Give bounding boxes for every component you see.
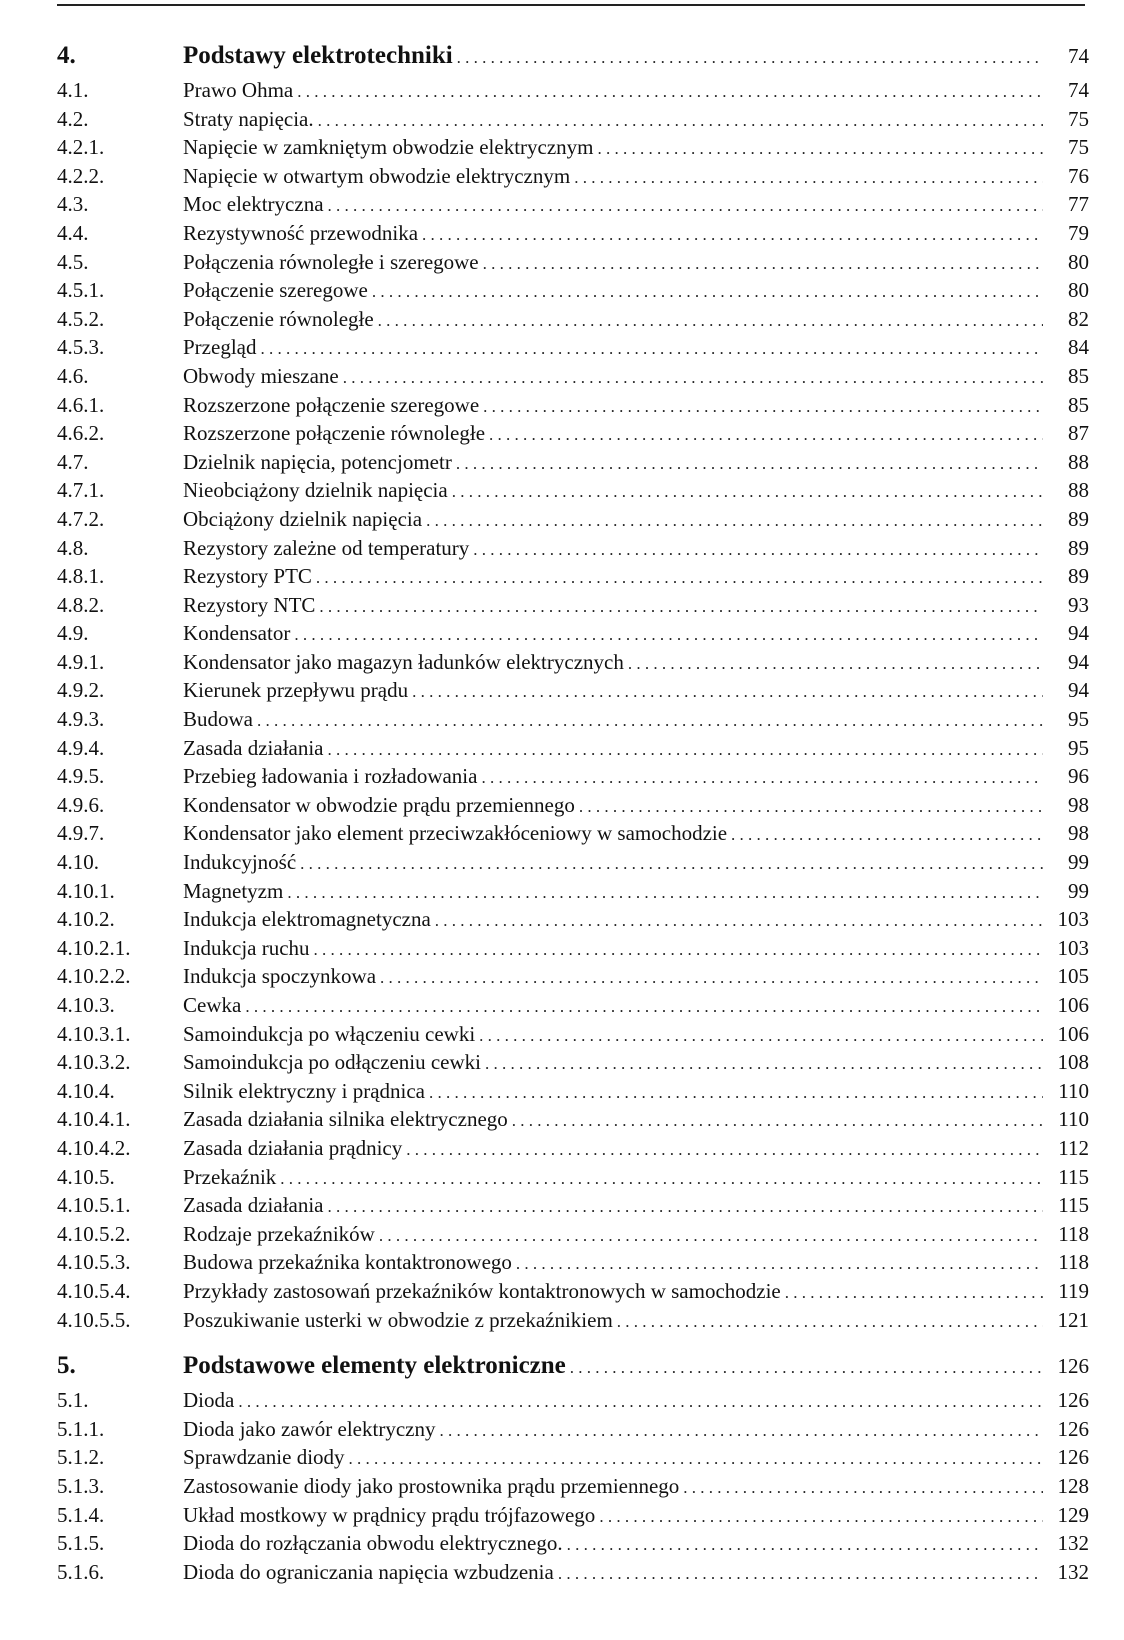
dot-leader xyxy=(372,278,1043,307)
dot-leader xyxy=(379,1222,1043,1251)
dot-leader xyxy=(328,736,1044,765)
dot-leader xyxy=(574,164,1043,193)
entry-title: Indukcja ruchu xyxy=(183,935,310,960)
toc-entry[interactable] xyxy=(57,877,1089,906)
dot-leader xyxy=(439,1417,1043,1446)
entry-number: 4.7.1. xyxy=(57,478,105,503)
entry-title: Dioda xyxy=(183,1388,235,1413)
toc-chapter xyxy=(57,36,1089,1334)
entry-page-number: 115 xyxy=(1058,1193,1089,1218)
entry-number: 4.6. xyxy=(57,363,89,388)
entry-title: Rodzaje przekaźników xyxy=(183,1221,375,1246)
dot-leader xyxy=(422,221,1043,250)
toc-entry[interactable] xyxy=(57,219,1089,248)
toc-entry[interactable] xyxy=(57,562,1089,591)
entry-page-number: 98 xyxy=(1068,792,1089,817)
entry-title: Połączenie równoległe xyxy=(183,306,374,331)
entry-number: 4.10.4. xyxy=(57,1078,115,1103)
toc-entry[interactable] xyxy=(57,419,1089,448)
dot-leader xyxy=(599,1503,1043,1532)
toc-entry[interactable] xyxy=(57,1306,1089,1335)
entry-title: Rozszerzone połączenie szeregowe xyxy=(183,392,480,417)
entry-number: 4.9.1. xyxy=(57,649,105,674)
entry-title: Napięcie w otwartym obwodzie elektrycznym xyxy=(183,163,571,188)
toc-entry[interactable] xyxy=(57,333,1089,362)
chapter-page-number: 74 xyxy=(1068,44,1089,68)
dot-leader xyxy=(245,993,1043,1022)
toc-entry[interactable] xyxy=(57,905,1089,934)
toc-entry[interactable] xyxy=(57,534,1089,563)
entry-page-number: 88 xyxy=(1068,449,1089,474)
chapter-heading[interactable] xyxy=(57,36,1089,76)
dot-leader xyxy=(567,1531,1043,1560)
entry-title: Indukcja spoczynkowa xyxy=(183,964,377,989)
entry-page-number: 88 xyxy=(1068,478,1089,503)
entry-title: Napięcie w zamkniętym obwodzie elektrycznym xyxy=(183,135,594,160)
entry-number: 4.4. xyxy=(57,220,89,245)
entry-title: Przekaźnik xyxy=(183,1164,277,1189)
dot-leader xyxy=(485,1050,1043,1079)
entry-page-number: 79 xyxy=(1068,220,1089,245)
dot-leader xyxy=(429,1079,1043,1108)
entry-number: 4.9. xyxy=(57,621,89,646)
toc-entry[interactable] xyxy=(57,305,1089,334)
toc-entry[interactable] xyxy=(57,619,1089,648)
entry-page-number: 115 xyxy=(1058,1164,1089,1189)
dot-leader xyxy=(456,450,1043,479)
toc-chapter xyxy=(57,1346,1089,1586)
toc-entry[interactable] xyxy=(57,476,1089,505)
toc-entry[interactable] xyxy=(57,248,1089,277)
dot-leader xyxy=(294,621,1043,650)
toc-entry[interactable] xyxy=(57,1077,1089,1106)
dot-leader xyxy=(481,764,1043,793)
entry-page-number: 108 xyxy=(1057,1050,1089,1075)
toc-entry[interactable] xyxy=(57,505,1089,534)
dot-leader xyxy=(483,393,1043,422)
entry-page-number: 93 xyxy=(1068,592,1089,617)
toc-entry[interactable] xyxy=(57,1134,1089,1163)
toc-entry[interactable] xyxy=(57,1020,1089,1049)
entry-number: 4.7. xyxy=(57,449,89,474)
toc-entry[interactable] xyxy=(57,1501,1089,1530)
entry-number: 4.10.3.2. xyxy=(57,1050,131,1075)
toc-entry[interactable] xyxy=(57,734,1089,763)
entry-title: Zasada działania prądnicy xyxy=(183,1135,403,1160)
toc-entry[interactable] xyxy=(57,1048,1089,1077)
entry-number: 4.5.1. xyxy=(57,278,105,303)
entry-title: Rezystory zależne od temperatury xyxy=(183,535,470,560)
dot-leader xyxy=(300,850,1043,879)
entry-page-number: 110 xyxy=(1058,1107,1089,1132)
entry-title: Kondensator jako element przeciwzakłóceniowy w samochodzie xyxy=(183,821,728,846)
dot-leader xyxy=(558,1560,1043,1589)
toc-entry[interactable] xyxy=(57,819,1089,848)
entry-title: Kondensator w obwodzie prądu przemiennego xyxy=(183,792,575,817)
dot-leader xyxy=(328,192,1043,221)
dot-leader xyxy=(628,650,1043,679)
entry-number: 5.1. xyxy=(57,1388,89,1413)
entry-page-number: 94 xyxy=(1068,649,1089,674)
entry-page-number: 89 xyxy=(1068,564,1089,589)
entry-title: Rozszerzone połączenie równoległe xyxy=(183,421,486,446)
entry-title: Magnetyzm xyxy=(183,878,284,903)
toc-entry[interactable] xyxy=(57,276,1089,305)
entry-page-number: 132 xyxy=(1057,1559,1089,1584)
entry-number: 4.9.2. xyxy=(57,678,105,703)
dot-leader xyxy=(598,135,1043,164)
entry-page-number: 94 xyxy=(1068,678,1089,703)
toc-entry[interactable] xyxy=(57,1163,1089,1192)
entry-title: Indukcyjność xyxy=(183,850,297,875)
toc-entry[interactable] xyxy=(57,991,1089,1020)
entry-number: 4.6.1. xyxy=(57,392,105,417)
toc-entry[interactable] xyxy=(57,1472,1089,1501)
dot-leader xyxy=(380,964,1043,993)
entry-number: 4.9.4. xyxy=(57,735,105,760)
entry-page-number: 106 xyxy=(1057,1021,1089,1046)
entry-number: 4.2. xyxy=(57,106,89,131)
entry-title: Zasada działania silnika elektrycznego xyxy=(183,1107,508,1132)
entry-number: 4.5.3. xyxy=(57,335,105,360)
entry-number: 4.10.1. xyxy=(57,878,115,903)
entry-number: 4.5. xyxy=(57,249,89,274)
entry-number: 4.10.2. xyxy=(57,907,115,932)
entry-title: Dioda do ograniczania napięcia wzbudzenia xyxy=(183,1559,554,1584)
toc-entry[interactable] xyxy=(57,1443,1089,1472)
dot-leader xyxy=(483,250,1043,279)
entry-page-number: 99 xyxy=(1068,878,1089,903)
dot-leader xyxy=(426,507,1043,536)
entry-page-number: 89 xyxy=(1068,506,1089,531)
toc-entry[interactable] xyxy=(57,362,1089,391)
toc-entry[interactable] xyxy=(57,1529,1089,1558)
entry-title: Nieobciążony dzielnik napięcia xyxy=(183,478,448,503)
entry-page-number: 75 xyxy=(1068,106,1089,131)
entry-number: 4.10.5.3. xyxy=(57,1250,131,1275)
chapter-title: Podstawowe elementy elektroniczne xyxy=(183,1352,566,1380)
dot-leader xyxy=(785,1279,1043,1308)
entry-number: 4.10.3. xyxy=(57,993,115,1017)
entry-page-number: 128 xyxy=(1057,1473,1089,1498)
entry-page-number: 119 xyxy=(1058,1278,1089,1303)
dot-leader xyxy=(516,1250,1043,1279)
toc-entry[interactable] xyxy=(57,1277,1089,1306)
entry-page-number: 85 xyxy=(1068,392,1089,417)
entry-title: Poszukiwanie usterki w obwodzie z przekaźnikiem xyxy=(183,1307,613,1332)
dot-leader xyxy=(457,38,1043,78)
entry-title: Budowa xyxy=(183,707,253,732)
entry-number: 4.10.4.2. xyxy=(57,1135,131,1160)
entry-page-number: 94 xyxy=(1068,621,1089,646)
entry-page-number: 74 xyxy=(1068,78,1089,102)
toc-entry[interactable] xyxy=(57,1386,1089,1415)
entry-page-number: 76 xyxy=(1068,163,1089,188)
entry-title: Przykłady zastosowań przekaźników kontaktronowych w samochodzie xyxy=(183,1278,781,1303)
dot-leader xyxy=(683,1474,1043,1503)
entry-page-number: 126 xyxy=(1057,1388,1089,1413)
entry-title: Rezystory PTC xyxy=(183,564,312,589)
dot-leader xyxy=(316,564,1043,593)
entry-title: Silnik elektryczny i prądnica xyxy=(183,1078,426,1103)
top-rule xyxy=(57,4,1085,6)
dot-leader xyxy=(238,1388,1043,1417)
entry-number: 4.7.2. xyxy=(57,506,105,531)
entry-number: 4.9.3. xyxy=(57,707,105,732)
entry-page-number: 118 xyxy=(1058,1221,1089,1246)
entry-number: 4.10.5.1. xyxy=(57,1193,131,1218)
dot-leader xyxy=(512,1107,1043,1136)
dot-leader xyxy=(287,879,1043,908)
entry-page-number: 121 xyxy=(1057,1307,1089,1332)
dot-leader xyxy=(343,364,1043,393)
toc-entry[interactable] xyxy=(57,1220,1089,1249)
entry-title: Dioda jako zawór elektryczny xyxy=(183,1416,436,1441)
entry-page-number: 80 xyxy=(1068,249,1089,274)
entry-page-number: 129 xyxy=(1057,1502,1089,1527)
dot-leader xyxy=(257,707,1043,736)
entry-page-number: 95 xyxy=(1068,707,1089,732)
dot-leader xyxy=(328,1193,1044,1222)
entry-title: Zasada działania xyxy=(183,735,324,760)
chapter-title: Podstawy elektrotechniki xyxy=(183,42,453,69)
toc-entry[interactable] xyxy=(57,105,1089,134)
dot-leader xyxy=(731,821,1043,850)
entry-number: 4.8. xyxy=(57,535,89,560)
entry-title: Moc elektryczna xyxy=(183,192,324,217)
toc-entry[interactable] xyxy=(57,391,1089,420)
entry-page-number: 96 xyxy=(1068,764,1089,789)
entry-page-number: 103 xyxy=(1057,907,1089,932)
entry-page-number: 85 xyxy=(1068,363,1089,388)
entry-number: 4.10.5.5. xyxy=(57,1307,131,1332)
entry-title: Przegląd xyxy=(183,335,257,360)
entry-number: 4.10. xyxy=(57,850,99,875)
entry-title: Obciążony dzielnik napięcia xyxy=(183,506,423,531)
entry-page-number: 89 xyxy=(1068,535,1089,560)
entry-page-number: 95 xyxy=(1068,735,1089,760)
toc-entry[interactable] xyxy=(57,591,1089,620)
dot-leader xyxy=(435,907,1043,936)
dot-leader xyxy=(378,307,1043,336)
entry-title: Kierunek przepływu prądu xyxy=(183,678,409,703)
toc-entry[interactable] xyxy=(57,1415,1089,1444)
dot-leader xyxy=(318,107,1043,136)
chapter-number: 5. xyxy=(57,1352,76,1380)
entry-page-number: 103 xyxy=(1057,935,1089,960)
entry-number: 5.1.5. xyxy=(57,1531,105,1556)
dot-leader xyxy=(297,78,1043,107)
toc-entry[interactable] xyxy=(57,162,1089,191)
toc-entry[interactable] xyxy=(57,762,1089,791)
entry-title: Połączenie szeregowe xyxy=(183,278,368,303)
entry-title: Straty napięcia. xyxy=(183,106,314,131)
entry-number: 5.1.2. xyxy=(57,1445,105,1470)
toc-entry[interactable] xyxy=(57,133,1089,162)
toc-entry[interactable] xyxy=(57,934,1089,963)
entry-title: Zastosowanie diody jako prostownika prądu przemiennego xyxy=(183,1473,680,1498)
entry-number: 4.8.2. xyxy=(57,592,105,617)
entry-number: 5.1.6. xyxy=(57,1559,105,1584)
entry-title: Rezystywność przewodnika xyxy=(183,220,419,245)
entry-number: 5.1.3. xyxy=(57,1473,105,1498)
entry-page-number: 99 xyxy=(1068,850,1089,875)
dot-leader xyxy=(479,1022,1043,1051)
entry-title: Sprawdzanie diody xyxy=(183,1445,345,1470)
entry-number: 4.10.2.2. xyxy=(57,964,131,989)
entry-title: Indukcja elektromagnetyczna xyxy=(183,907,431,932)
entry-number: 4.10.2.1. xyxy=(57,935,131,960)
dot-leader xyxy=(489,421,1043,450)
entry-title: Obwody mieszane xyxy=(183,363,339,388)
dot-leader xyxy=(280,1165,1043,1194)
entry-title: Kondensator xyxy=(183,621,291,646)
entry-page-number: 87 xyxy=(1068,421,1089,446)
entry-title: Połączenia równoległe i szeregowe xyxy=(183,249,479,274)
entry-page-number: 84 xyxy=(1068,335,1089,360)
dot-leader xyxy=(412,678,1043,707)
toc-entry[interactable] xyxy=(57,76,1089,105)
toc-entry[interactable] xyxy=(57,1191,1089,1220)
toc-entry[interactable] xyxy=(57,448,1089,477)
table-of-contents xyxy=(57,36,1089,1596)
dot-leader xyxy=(349,1445,1043,1474)
entry-number: 4.10.3.1. xyxy=(57,1021,131,1046)
chapter-page-number: 126 xyxy=(1057,1354,1089,1379)
entry-number: 4.8.1. xyxy=(57,564,105,589)
entry-page-number: 118 xyxy=(1058,1250,1089,1275)
entry-page-number: 126 xyxy=(1057,1445,1089,1470)
entry-number: 4.10.5.2. xyxy=(57,1221,131,1246)
entry-number: 4.3. xyxy=(57,192,89,217)
entry-title: Samoindukcja po włączeniu cewki xyxy=(183,1021,476,1046)
entry-number: 4.5.2. xyxy=(57,306,105,331)
entry-number: 4.1. xyxy=(57,78,89,102)
toc-entry[interactable] xyxy=(57,1105,1089,1134)
toc-entry[interactable] xyxy=(57,648,1089,677)
entry-title: Cewka xyxy=(183,993,242,1017)
dot-leader xyxy=(314,936,1043,965)
entry-page-number: 98 xyxy=(1068,821,1089,846)
entry-title: Dzielnik napięcia, potencjometr xyxy=(183,449,452,474)
entry-title: Prawo Ohma xyxy=(183,78,294,102)
dot-leader xyxy=(406,1136,1043,1165)
entry-number: 4.2.1. xyxy=(57,135,105,160)
toc-entry[interactable] xyxy=(57,848,1089,877)
chapter-heading[interactable] xyxy=(57,1346,1089,1386)
toc-entry[interactable] xyxy=(57,962,1089,991)
entry-title: Rezystory NTC xyxy=(183,592,316,617)
entry-number: 4.10.4.1. xyxy=(57,1107,131,1132)
entry-title: Budowa przekaźnika kontaktronowego xyxy=(183,1250,512,1275)
entry-number: 4.6.2. xyxy=(57,421,105,446)
entry-number: 4.2.2. xyxy=(57,163,105,188)
entry-page-number: 132 xyxy=(1057,1531,1089,1556)
toc-entry[interactable] xyxy=(57,705,1089,734)
toc-entry[interactable] xyxy=(57,1248,1089,1277)
entry-number: 4.9.7. xyxy=(57,821,105,846)
toc-entry[interactable] xyxy=(57,1558,1089,1587)
toc-entry[interactable] xyxy=(57,190,1089,219)
entry-title: Przebieg ładowania i rozładowania xyxy=(183,764,478,789)
entry-page-number: 80 xyxy=(1068,278,1089,303)
toc-entry[interactable] xyxy=(57,676,1089,705)
entry-title: Kondensator jako magazyn ładunków elektrycznych xyxy=(183,649,624,674)
dot-leader xyxy=(570,1348,1043,1388)
entry-number: 4.9.5. xyxy=(57,764,105,789)
entry-page-number: 106 xyxy=(1057,993,1089,1017)
entry-title: Samoindukcja po odłączeniu cewki xyxy=(183,1050,481,1075)
entry-page-number: 105 xyxy=(1057,964,1089,989)
entry-number: 4.10.5.4. xyxy=(57,1278,131,1303)
dot-leader xyxy=(260,335,1043,364)
entry-number: 5.1.4. xyxy=(57,1502,105,1527)
entry-page-number: 110 xyxy=(1058,1078,1089,1103)
entry-title: Zasada działania xyxy=(183,1193,324,1218)
dot-leader xyxy=(579,793,1043,822)
entry-page-number: 126 xyxy=(1057,1416,1089,1441)
dot-leader xyxy=(319,593,1043,622)
toc-entry[interactable] xyxy=(57,791,1089,820)
dot-leader xyxy=(617,1308,1043,1337)
entry-title: Układ mostkowy w prądnicy prądu trójfazowego xyxy=(183,1502,596,1527)
entry-page-number: 77 xyxy=(1068,192,1089,217)
entry-number: 4.10.5. xyxy=(57,1164,115,1189)
entry-number: 5.1.1. xyxy=(57,1416,105,1441)
entry-number: 4.9.6. xyxy=(57,792,105,817)
entry-page-number: 75 xyxy=(1068,135,1089,160)
dot-leader xyxy=(473,536,1043,565)
entry-title: Dioda do rozłączania obwodu elektrycznego. xyxy=(183,1531,563,1556)
chapter-number: 4. xyxy=(57,42,76,69)
entry-page-number: 112 xyxy=(1058,1135,1089,1160)
dot-leader xyxy=(452,478,1043,507)
entry-page-number: 82 xyxy=(1068,306,1089,331)
